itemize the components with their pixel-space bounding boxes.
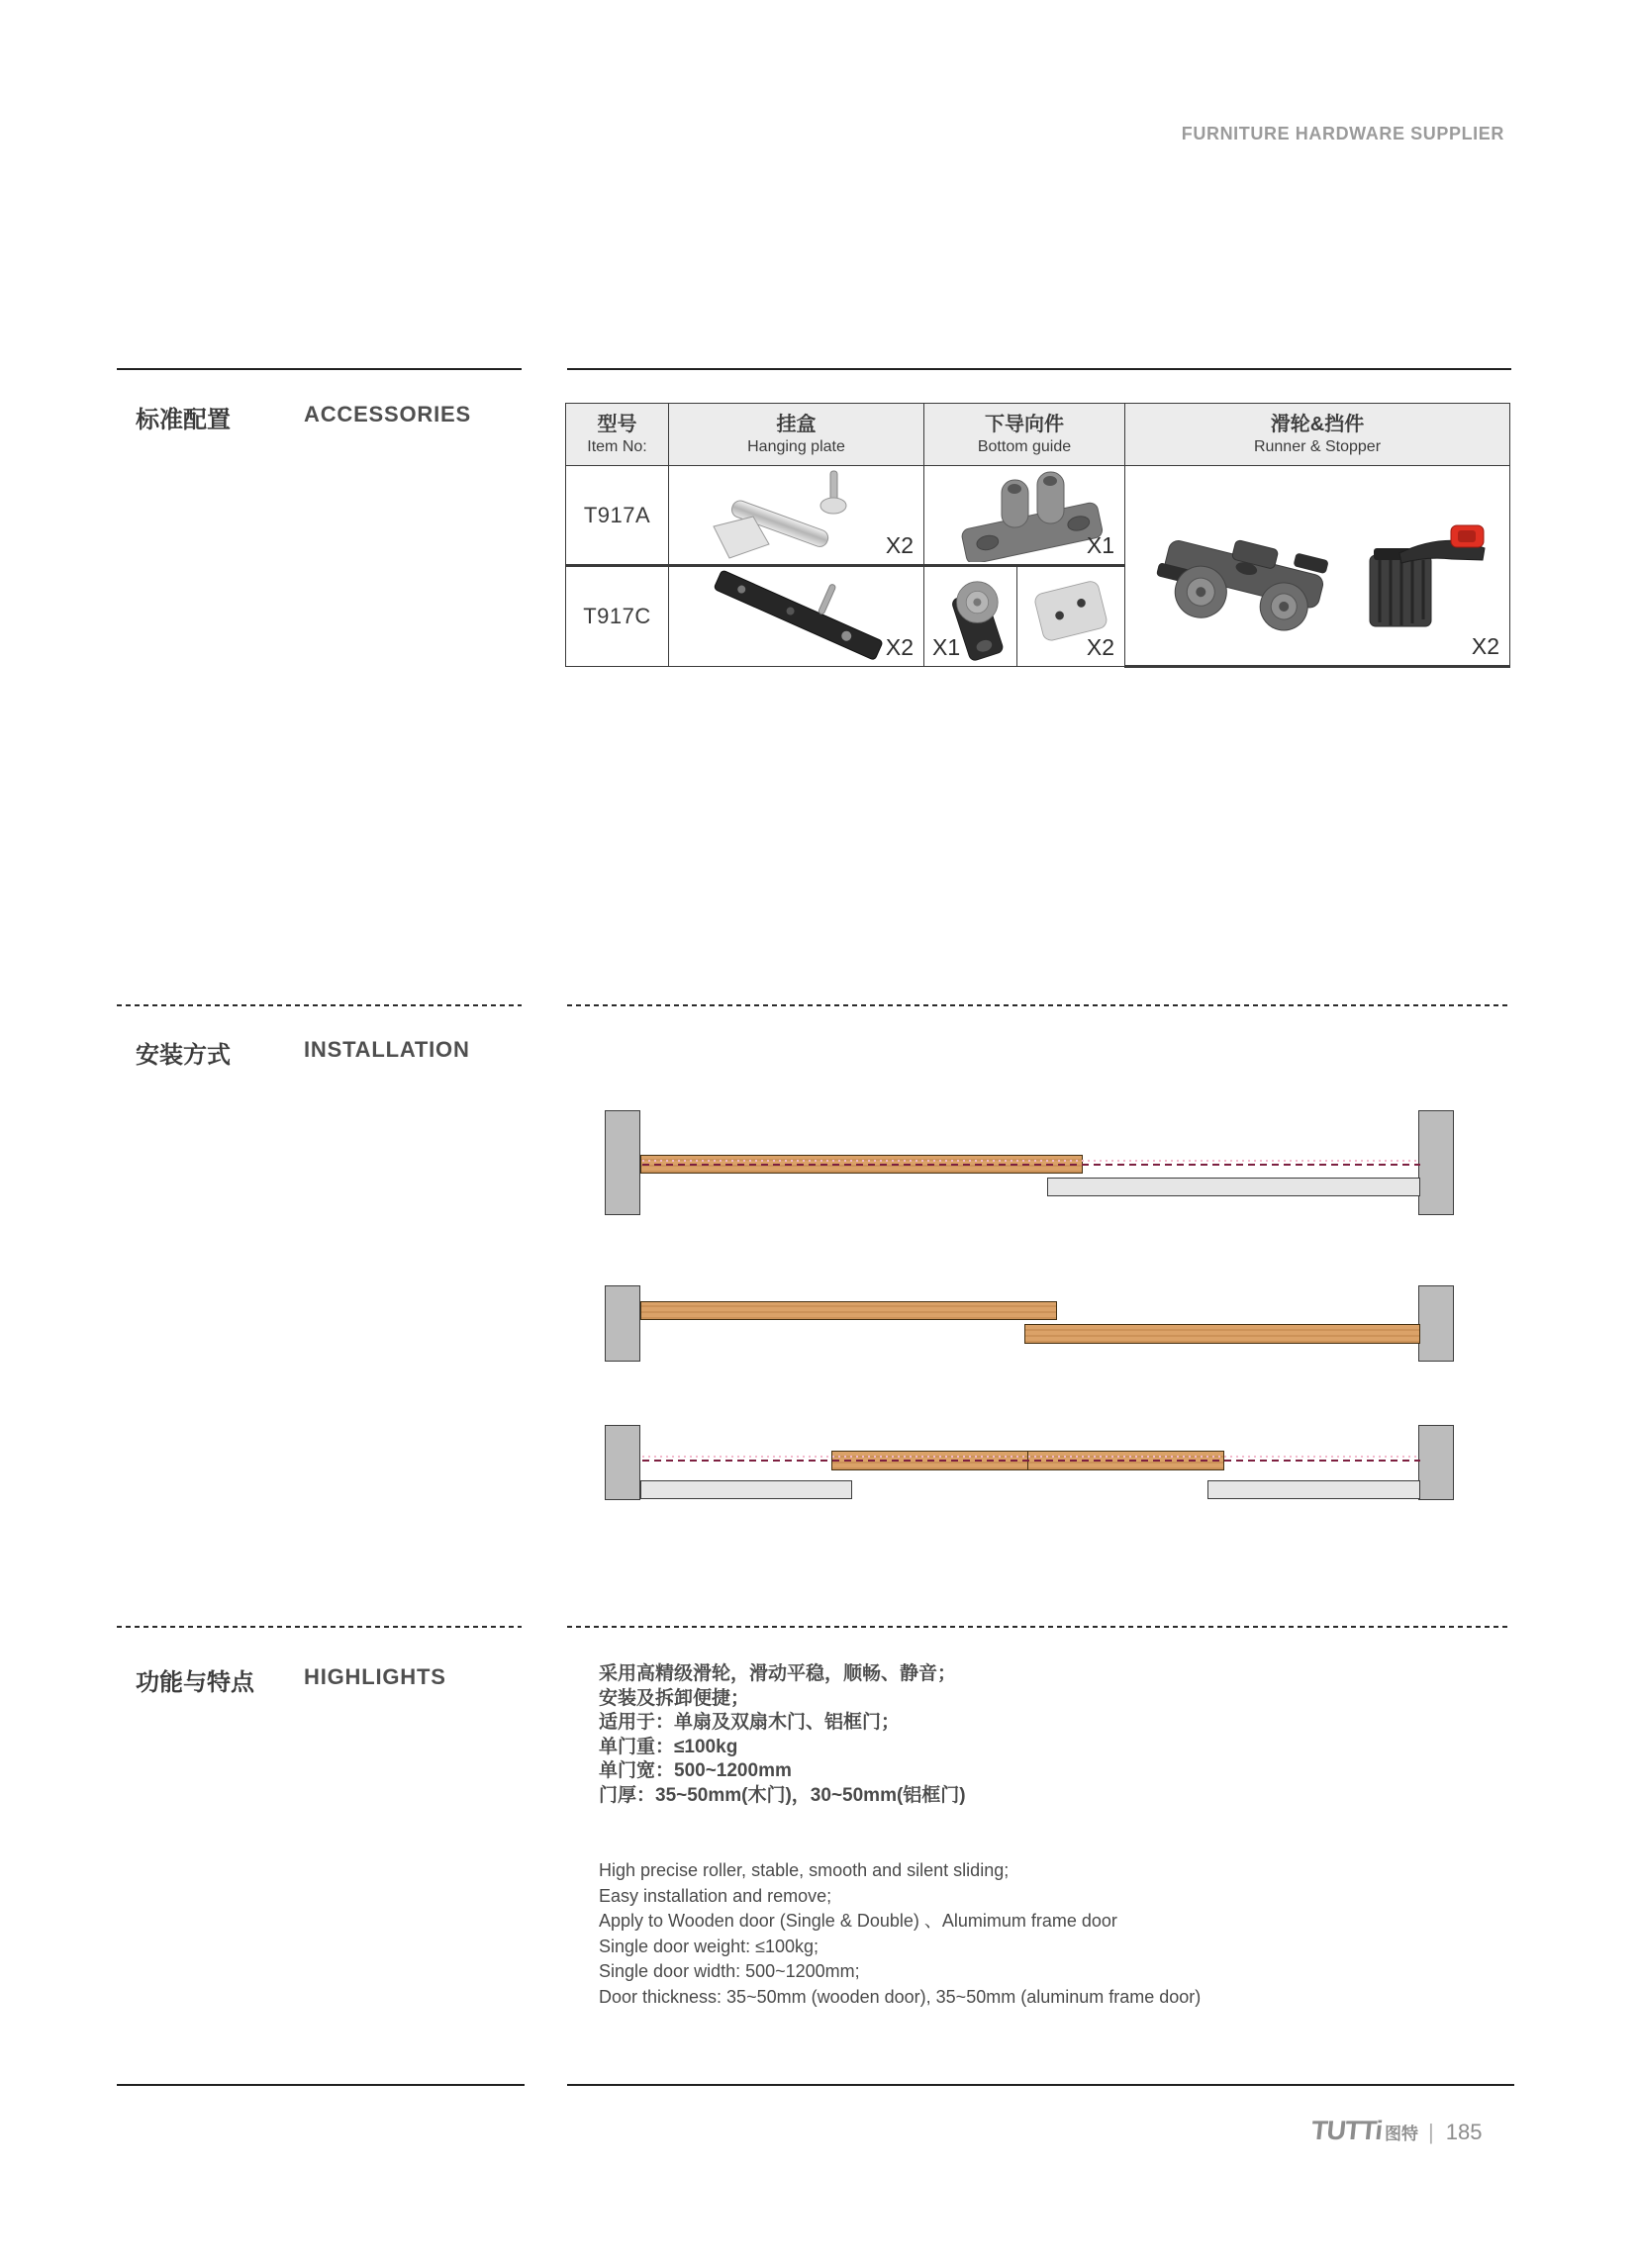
cell-runner-stopper bbox=[1125, 466, 1510, 667]
section-divider-dashed bbox=[567, 1004, 1511, 1006]
highlights-cn-line: 单门重：≤100kg bbox=[599, 1736, 738, 1757]
qty-hanging-plate-t917c: X2 bbox=[885, 634, 914, 660]
brand-wordmark: TUTTi bbox=[1309, 2116, 1384, 2145]
col-header-hanging-plate-cn: 挂盒 bbox=[776, 414, 817, 436]
col-header-runner-stopper-en: Runner & Stopper bbox=[1253, 438, 1382, 456]
stopper-photo bbox=[1348, 506, 1496, 639]
section-divider-dashed bbox=[117, 1626, 522, 1628]
wall-pillar-left bbox=[605, 1110, 640, 1215]
wall-pillar-left bbox=[605, 1285, 640, 1362]
highlights-title-cn: 功能与特点 bbox=[136, 1669, 254, 1696]
highlights-text-en bbox=[599, 1858, 1201, 2010]
track-guide-line-pink bbox=[642, 1160, 1420, 1162]
runner-photo bbox=[1143, 508, 1341, 656]
wall-pillar-right bbox=[1418, 1285, 1454, 1362]
qty-runner-stopper: X2 bbox=[1471, 633, 1499, 659]
track-guide-line-red bbox=[642, 1164, 1420, 1166]
col-header-item-no-en: Item No: bbox=[587, 438, 647, 456]
footer-divider bbox=[567, 2084, 1514, 2086]
installation-title-cn: 安装方式 bbox=[136, 1042, 231, 1069]
col-header-bottom-guide-en: Bottom guide bbox=[977, 438, 1072, 456]
wood-door-back bbox=[1024, 1324, 1420, 1344]
col-header-bottom-guide-cn: 下导向件 bbox=[985, 414, 1064, 436]
highlights-cn-line: 适用于：单扇及双扇木门、铝框门； bbox=[599, 1712, 901, 1733]
hanging-plate-photo-t917a bbox=[704, 469, 892, 560]
track-guide-line-pink bbox=[642, 1456, 1420, 1458]
col-header-bottom-guide bbox=[924, 404, 1125, 466]
cell-hanging-plate-t917a bbox=[669, 466, 924, 566]
gray-door bbox=[1047, 1178, 1420, 1196]
accessories-table bbox=[565, 403, 1509, 668]
col-header-item-no-cn: 型号 bbox=[597, 414, 637, 436]
page-number: 185 bbox=[1445, 2120, 1483, 2144]
highlights-en-line: Single door weight: ≤100kg; bbox=[599, 1936, 819, 1956]
wall-pillar-left bbox=[605, 1425, 640, 1500]
section-divider-solid bbox=[117, 368, 522, 370]
highlights-cn-line: 采用高精级滑轮，滑动平稳，顺畅、静音； bbox=[599, 1663, 957, 1684]
highlights-cn-line: 安装及拆卸便捷； bbox=[599, 1687, 750, 1709]
wall-pillar-right bbox=[1418, 1425, 1454, 1500]
col-header-hanging-plate bbox=[669, 404, 924, 466]
qty-bottom-guide-plate: X2 bbox=[1086, 634, 1114, 660]
brand-logo bbox=[1311, 2116, 1482, 2146]
highlights-title-en: HIGHLIGHTS bbox=[304, 1664, 446, 1689]
installation-title-en: INSTALLATION bbox=[304, 1037, 470, 1062]
cell-hanging-plate-t917c bbox=[669, 566, 924, 667]
col-header-runner-stopper-cn: 滑轮&挡件 bbox=[1270, 414, 1365, 436]
gray-door-left bbox=[640, 1480, 852, 1499]
qty-hanging-plate-t917a: X2 bbox=[885, 532, 914, 558]
item-no-t917a: T917A bbox=[566, 466, 669, 566]
page-header: FURNITURE HARDWARE SUPPLIER bbox=[1181, 124, 1504, 143]
item-no-t917c: T917C bbox=[566, 566, 669, 667]
col-header-item-no bbox=[566, 404, 669, 466]
section-divider-solid bbox=[567, 368, 1511, 370]
col-header-hanging-plate-en: Hanging plate bbox=[747, 438, 845, 456]
cell-bottom-guide-plate-t917c bbox=[1017, 566, 1125, 667]
section-divider-dashed bbox=[567, 1626, 1511, 1628]
highlights-cn-line: 单门宽：500~1200mm bbox=[599, 1760, 792, 1781]
col-header-runner-stopper bbox=[1125, 404, 1510, 466]
highlights-en-line: Apply to Wooden door (Single & Double) 、Alumimum frame door bbox=[599, 1911, 1117, 1931]
wall-pillar-right bbox=[1418, 1110, 1454, 1215]
highlights-cn-line: 门厚：35~50mm(木门)，30~50mm(铝框门) bbox=[599, 1784, 966, 1806]
logo-separator: | bbox=[1428, 2120, 1434, 2144]
highlights-en-line: Single door width: 500~1200mm; bbox=[599, 1961, 860, 1981]
highlights-en-line: High precise roller, stable, smooth and silent sliding; bbox=[599, 1860, 1010, 1880]
table-row-t917a bbox=[566, 466, 1510, 566]
accessories-title-en: ACCESSORIES bbox=[304, 402, 471, 426]
brand-wordmark-cn: 图特 bbox=[1385, 2125, 1418, 2143]
highlights-en-line: Door thickness: 35~50mm (wooden door), 35~50mm (aluminum frame door) bbox=[599, 1986, 1202, 2007]
highlights-en-line: Easy installation and remove; bbox=[599, 1885, 832, 1906]
highlights-text-cn bbox=[599, 1662, 966, 1808]
accessories-table-header-row bbox=[566, 404, 1510, 466]
hanging-plate-photo-t917c bbox=[694, 567, 902, 666]
qty-bottom-guide-roller: X1 bbox=[932, 634, 961, 660]
accessories-title-cn: 标准配置 bbox=[136, 407, 231, 433]
gray-door-right bbox=[1207, 1480, 1420, 1499]
section-divider-dashed bbox=[117, 1004, 522, 1006]
cell-bottom-guide-roller-t917c bbox=[924, 566, 1017, 667]
wood-door-front bbox=[640, 1301, 1057, 1320]
footer-divider bbox=[117, 2084, 525, 2086]
cell-bottom-guide-t917a bbox=[924, 466, 1125, 566]
qty-bottom-guide-t917a: X1 bbox=[1086, 532, 1114, 558]
track-guide-line-red bbox=[642, 1460, 1420, 1462]
